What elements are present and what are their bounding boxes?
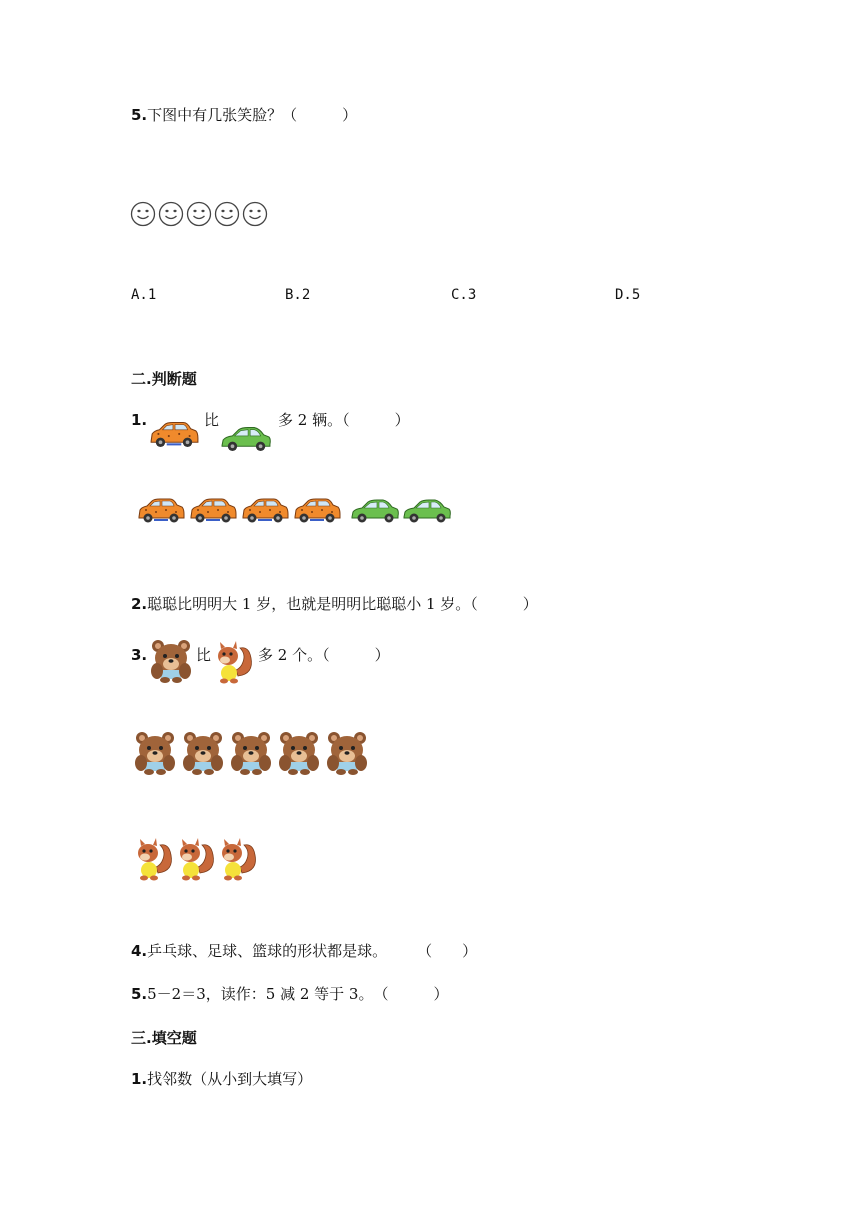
judgment-3 (131, 645, 147, 665)
bear-icon (180, 729, 226, 775)
section-2-title: 二.判断题 (131, 370, 197, 388)
question-text: 乒乓球、足球、篮球的形状都是球。 （ ） (147, 942, 478, 960)
question-number: 4. (131, 942, 148, 960)
judgment-2 (131, 594, 538, 614)
judgment-1-tail: 多 2 辆。（ ） (278, 411, 410, 429)
squirrel-icon (218, 837, 258, 881)
orange-car-icon (136, 497, 186, 525)
question-number: 1. (131, 1070, 148, 1088)
green-car-icon (350, 497, 400, 525)
smiley-face-icon (186, 201, 212, 227)
smiley-face-icon (158, 201, 184, 227)
question-5 (131, 105, 357, 125)
question-number: 5. (131, 985, 148, 1003)
smiley-face-icon (130, 201, 156, 227)
squirrel-icon (134, 837, 174, 881)
question-number: 2. (131, 595, 148, 613)
judgment-4 (131, 941, 477, 961)
question-text: 聪聪比明明大 1 岁，也就是明明比聪聪小 1 岁。（ ） (147, 595, 538, 613)
bear-icon (132, 729, 178, 775)
bear-row (132, 729, 372, 775)
orange-car-icon (292, 497, 342, 525)
squirrel-icon (176, 837, 216, 881)
bear-icon (148, 637, 194, 683)
bear-icon (324, 729, 370, 775)
green-car-icon (402, 497, 452, 525)
word-bi: 比 (204, 411, 220, 429)
judgment-1 (131, 410, 147, 430)
bear-icon (276, 729, 322, 775)
orange-car-icon (148, 420, 200, 450)
smiley-row (130, 201, 270, 227)
question-number: 1. (131, 411, 148, 429)
question-number: 5. (131, 106, 148, 124)
squirrel-row (134, 837, 260, 881)
word-bi: 比 (196, 646, 212, 664)
fill-1 (131, 1069, 312, 1089)
squirrel-icon (214, 640, 254, 684)
orange-car-icon (240, 497, 290, 525)
option-c: C.3 (451, 287, 477, 303)
smiley-face-icon (214, 201, 240, 227)
question-number: 3. (131, 646, 148, 664)
car-row (136, 497, 454, 525)
bear-icon (228, 729, 274, 775)
green-car-icon (220, 424, 272, 454)
question-text: 5－2＝3，读作：5 减 2 等于 3。 （ ） (147, 985, 449, 1003)
option-d: D.5 (615, 287, 641, 303)
section-3-title: 三.填空题 (131, 1029, 197, 1047)
question-text: 下图中有几张笑脸？（ ） (147, 106, 358, 124)
option-b: B.2 (285, 287, 311, 303)
judgment-5 (131, 984, 448, 1004)
orange-car-icon (188, 497, 238, 525)
option-a: A.1 (131, 287, 157, 303)
question-text: 找邻数（从小到大填写） (147, 1070, 313, 1088)
smiley-face-icon (242, 201, 268, 227)
judgment-3-tail: 多 2 个。（ ） (258, 646, 390, 664)
